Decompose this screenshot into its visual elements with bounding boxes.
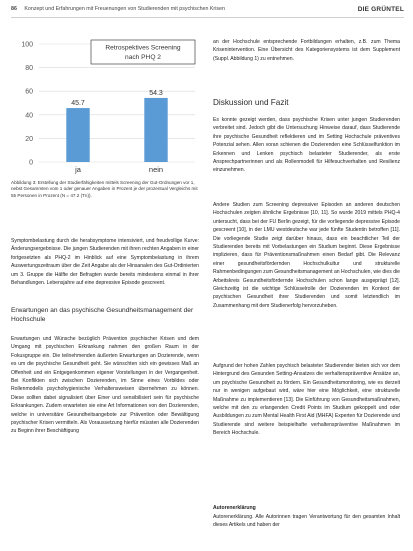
data-label-nein: 54.3 xyxy=(149,89,163,97)
section-heading: Diskussion und Fazit xyxy=(213,98,289,107)
chart-title-line-1: Retrospektives Screening xyxy=(105,44,181,52)
page-number: 86 xyxy=(11,6,17,12)
running-title: Konzept und Erfahrungen mit Freuenungen von Studierenden mit psychischen Krisen xyxy=(24,6,225,12)
bar-nein xyxy=(144,98,167,162)
x-tick-label-nein: nein xyxy=(148,165,164,174)
y-tick-label: 80 xyxy=(25,65,33,73)
chart-bars xyxy=(66,98,167,162)
left-para-1: Symptombelastung durch die herabsymptome intensiviert, und freudvollige Kurve: Änderungsergebnisse. Die jungen Studierenden mit ihren rechten Angaben in einer fortgesetzten als PHQ-2 im Hinblick auf eine Symptombelastung in ihrem Auswertungszeitraum über die Zeit Angabe als der Hinsanalen des Gut-Ordinierten um 3. Gruppe die Hälfte der Befragten wurde bereits mindestens einmal in ihrer Behandlungen. Lebensjahre auf eine depressive Episode gescreent. xyxy=(11,238,199,287)
journal-brand: DIE GRÜNTEL xyxy=(357,6,404,13)
chart-x-tick-labels xyxy=(74,165,163,174)
y-tick-label: 20 xyxy=(25,135,33,143)
y-tick-label: 40 xyxy=(25,112,33,120)
figure-caption: Abbildung 3: Erstellung der Studierfähigkeiten mittels Screening der Gut-Ordnungen vor 1, nebst Gesammten vom 1 oder genauer Angaben in Prozent je der prozentual Vergleichs mit 55 Personen in Prozent (N = 47.2 (Tn)). xyxy=(11,180,198,198)
right-para-2: Andere Studien zum Screening depressiver Episoden an anderen deutschen Hochschulen zeigten ähnliche Ergebnisse [10, 11]. So wurde 2019 mittels PHQ-4 untersucht, dass bei der FU Berlin gezeigt, für die vorliegende depressive Episode gescreent [10], in der LMU westdeutsche war jede fünfte Studentin betroffen [11]. Die vorliegende Studie zeigt darüber hinaus, dass ein beachtlicher Teil der Studierenden bereits mit Vorbelastungen ein Studium beginnt. Diese Ergebnisse implizieren, dass für Präventionsmaßnahmen einen Bedarf gibt. Die Relevanz einer gesundheitsfördernden Hochschulkultur und strukturelle Rahmenbedingungen zum Gesundheitsmanagement an Hochschulen, wie dies die Arbeitskreis Gesundheitsfördernde Hochschulen schon lange ausgeprägt [12]. Gleichzeitig ist die wichtige Schlüsselrolle der Dozierenden im Kontext der psychischen Gesundheit ihrer Studierenden und somit letztendlich im Zusammenhang mit dem Studienerfolg hervorzuheben. xyxy=(213,202,400,309)
header-divider xyxy=(11,17,404,18)
author-declaration-label: Autorenerklärung xyxy=(213,505,256,511)
chart-title-line-2: nach PHQ 2 xyxy=(125,54,161,61)
y-tick-label: 60 xyxy=(25,88,33,96)
right-para-3: Aufgrund der hohen Zahlen psychisch belasteter Studierender bieten sich vor dem Hintergrund des Gesunden Setting-Ansatzes die verhaltenspräventive Ansätze an, um psychische Gesundheit zu fördern. Ein Gesundheitsmonitoring, wie es derzeit nur in wenigen aufgebaut wird, wäre hier eine Möglichkeit, eine strukturelle Maßnahme zu implementieren [13]. Die Einführung von Gesundheitsmaßnahmen, welche mit den zu erlangenden Credit Points im Studium gekoppelt und oder Ausbildungen zu zum Mental Health First Aid (MHFA) Experten für Dozierende und Studierende sind weitere beispielhafte verhaltenspräventive Maßnahmen im Bereich Hochschule. xyxy=(213,363,400,437)
left-para-2: Erwartungen und Wünsche bezüglich Prävention psychischer Krisen und dem Umgang mit psychischen Erkrankung nahmen den großen Raum in der Fokusgruppe ein. Die teilnehmenden äußerten Erwartungen an Dozierende, wenn es um die psychische Gesundheit geht. Sie wünschten sich ein gewisses Maß an Offenheit und ein Entgegenkommen eigener Vorstellungen in der Vergangenheit. Bei Konflikten sich zwischen Dozierenden, im Sinne eines Vorbildes oder Rollenmodells psychohygienische Verhaltensweisen übernehmen zu können. Diese sollten dabei signalisiert über Einer und sensibilisiert sein für psychische Erkrankungen. Zudem erwarteten sie eine Art Informationen von den Dozierenden, welche in universitäre Gesundheitsangebote zur Prävention oder Bewältigung psychischer Krisen vermitteln. Als Voraussetzung hierfür müssten alle Dozierenden zu Beginn ihrer Beschäftigung xyxy=(11,336,199,435)
right-para-4: Autorenerklärung. Alle Autorinnen tragen Verantwortung für den gesamten Inhalt dieses Artikels und haben der xyxy=(213,514,400,529)
x-tick-label-ja: ja xyxy=(75,165,81,174)
right-para-1: Es konnte gezeigt werden, dass psychische Krisen unter jungen Studierenden verbreitet sind. Jedoch gibt die Untersuchung Hinweise darauf, dass Studierende ihre psychische Gesundheit reflektieren und im Setting Hochschule präventives Potenzial sehen. Allen voran schienen die Dozierenden eine Schlüsselfunktion im Erkennen und Lenken psychisch belasteter Studierender, als erste Ansprechpartnerinnen und als Rollenmodell für Hilfesuchverhalten und Resilienz einzunehmen. xyxy=(213,117,400,174)
phq2-bar-chart xyxy=(9,38,201,178)
subsection-heading: Erwartungen an das psychische Gesundheitsmanagement der Hochschule xyxy=(11,307,194,323)
data-label-ja: 45.7 xyxy=(71,100,85,108)
chart-y-tick-labels xyxy=(21,42,33,167)
bar-ja xyxy=(66,108,89,162)
right-para-0: an der Hochschule entsprechende Fortbildungen erhalten, z.B. zum Thema Krisenintervention. Eine Übersicht des Kategoriensystems ist dem Supplement (Suppl. Abbildung 1) zu entnehmen. xyxy=(213,39,400,62)
y-tick-label: 100 xyxy=(21,41,33,49)
chart-title-box xyxy=(91,40,195,64)
y-tick-label: 0 xyxy=(29,159,33,167)
